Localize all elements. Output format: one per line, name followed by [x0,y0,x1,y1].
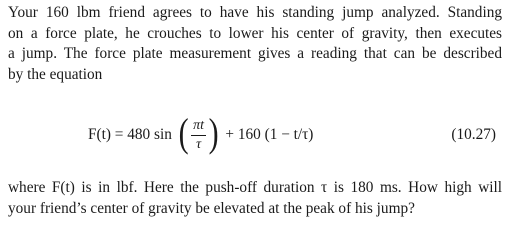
text-line: on a force plate, he crouches to lower his center of gravity, then executes [8,24,502,42]
text-line: Your 160 lbm friend agrees to have his standing jump analyzed. Standing [8,4,502,21]
text-line: where F(t) is in lbf. Here the push-off duration τ is 180 ms. How high will [8,179,502,196]
fraction-denominator: τ [196,136,202,152]
equation-number: (10.27) [451,126,496,143]
right-paren: ) [208,110,219,155]
equation-lhs: F(t) = 480 sin [88,126,172,143]
text-line: a jump. The force plate measurement gives a reading that can be described [8,45,502,62]
equation [88,108,313,162]
text-line: your friend’s center of gravity be elevated at the peak of his jump? [8,199,415,217]
equation-block [0,108,510,162]
text-line: by the equation [8,65,103,83]
question-text [8,178,502,219]
left-paren: ( [178,110,189,155]
problem-statement [8,3,502,85]
fraction [191,118,206,153]
equation-rhs: + 160 (1 − t/τ) [225,126,314,143]
fraction-numerator: πt [191,118,206,136]
